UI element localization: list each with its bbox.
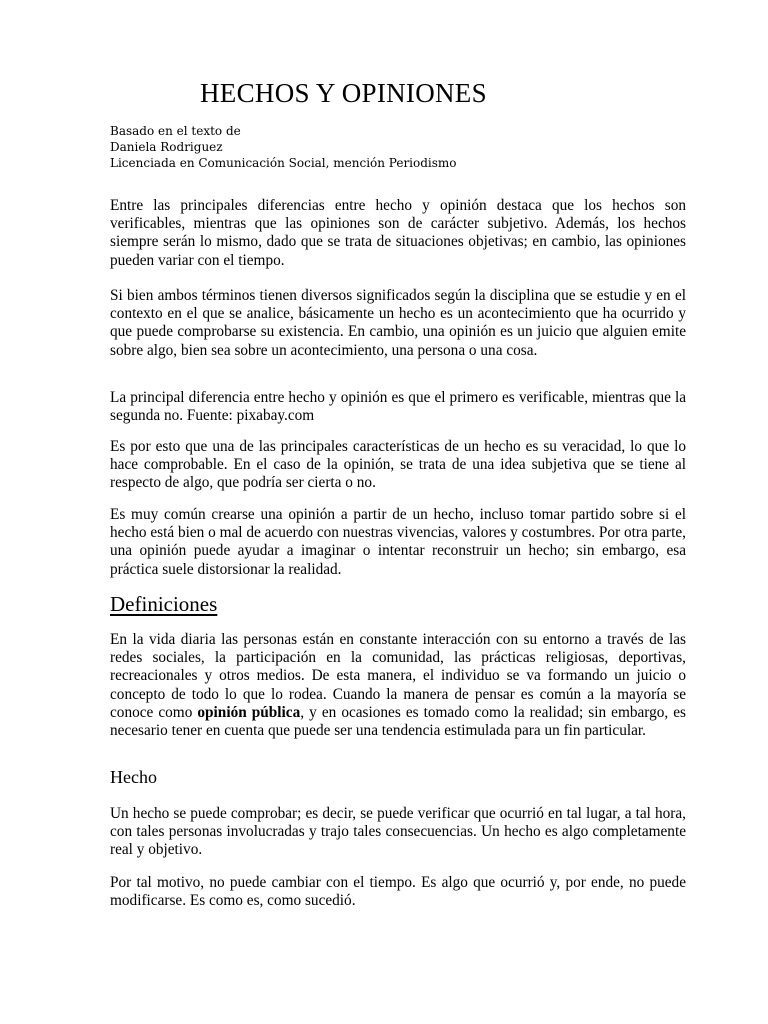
hecho-paragraph: Por tal motivo, no puede cambiar con el tiempo. Es algo que ocurrió y, por ende, no puede modificarse. Es como es, como sucedió. xyxy=(110,874,686,910)
credit-line: Basado en el texto de xyxy=(110,124,241,138)
definitions-bold-term: opinión pública xyxy=(197,703,301,721)
paragraph: Si bien ambos términos tienen diversos significados según la disciplina que se estudie y en el contexto en el que se analice, básicamente un hecho es un acontecimiento que ha ocurrido y que puede comprobarse su existencia. En cambio, una opinión es un juicio que alguien emite sobre algo, bien sea sobre un acontecimiento, una persona o una cosa. xyxy=(110,287,686,359)
definitions-text-before: En la vida diaria las personas están en constante interacción con su entorno a través de las redes sociales, la participación en la comunidad, las prácticas religiosas, deportivas, recreacionales y otros medios. De esta manera, el individuo se va formando un juicio o concepto de todo lo que lo rodea. Cuando la manera de pensar es común a la mayoría se conoce como xyxy=(110,631,686,721)
document-title: HECHOS Y OPINIONES xyxy=(200,78,487,108)
subheading-hecho: Hecho xyxy=(110,767,157,787)
paragraph: Es muy común crearse una opinión a partir de un hecho, incluso tomar partido sobre si el hecho está bien o mal de acuerdo con nuestras vivencias, valores y costumbres. Por otra parte, una opinión puede ayudar a imaginar o intentar reconstruir un hecho; sin embargo, esa práctica suele distorsionar la realidad. xyxy=(110,506,686,578)
paragraph: Es por esto que una de las principales características de un hecho es su veracidad, lo que lo hace comprobable. En el caso de la opinión, se trata de una idea subjetiva que se tiene al respecto de algo, que podría ser cierta o no. xyxy=(110,438,686,492)
document-credits xyxy=(110,123,457,171)
definitions-text-after: , y en ocasiones es tomado como la realidad; sin embargo, es necesario tener en cuenta que puede ser una tendencia estimulada para un fin particular. xyxy=(110,703,687,740)
paragraph: Entre las principales diferencias entre hecho y opinión destaca que los hechos son verificables, mientras que las opiniones son de carácter subjetivo. Además, los hechos siempre serán lo mismo, dado que se trata de situaciones objetivas; en cambio, las opiniones pueden variar con el tiempo. xyxy=(110,197,686,269)
credit-profession: Licenciada en Comunicación Social, mención Periodismo xyxy=(110,156,457,170)
paragraph: La principal diferencia entre hecho y opinión es que el primero es verificable, mientras que la segunda no. Fuente: pixabay.com xyxy=(110,389,686,425)
credit-author: Daniela Rodriguez xyxy=(110,140,223,154)
definitions-paragraph xyxy=(110,631,686,740)
section-heading-definiciones: Definiciones xyxy=(110,592,218,616)
hecho-paragraph: Un hecho se puede comprobar; es decir, se puede verificar que ocurrió en tal lugar, a tal hora, con tales personas involucradas y trajo tales consecuencias. Un hecho es algo completamente real y objetivo. xyxy=(110,805,686,859)
